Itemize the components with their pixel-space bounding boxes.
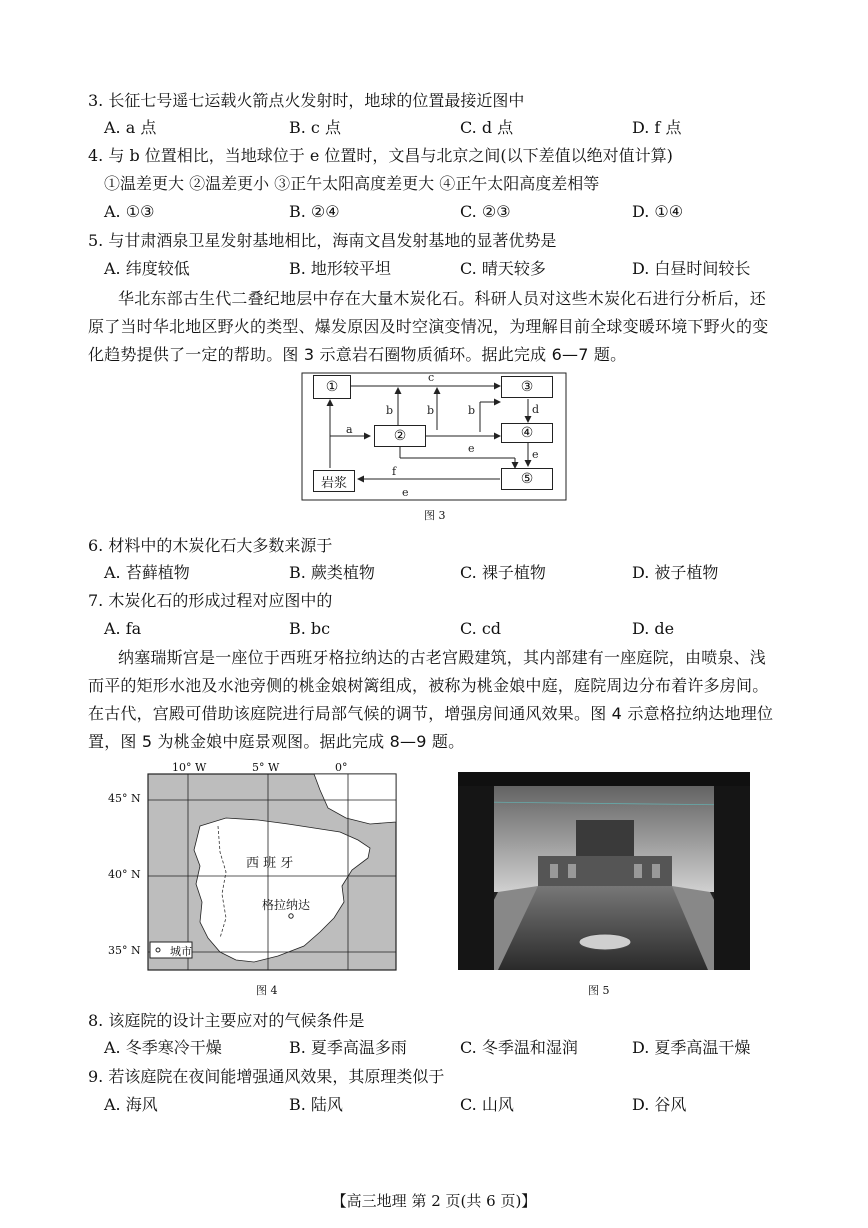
fountain <box>579 934 631 950</box>
passage-nasrid-palace: 纳塞瑞斯宫是一座位于西班牙格拉纳达的古老宫殿建筑，其内部建有一座庭院，由喷泉、浅而平的矩形水池及水池旁侧的桃金娘树篱组成，被称为桃金娘中庭，庭院周边分布着许多房间。在古代，宫殿可借助该庭院进行局部气候的调节，增强房间通风效果。图 4 示意格拉纳达地理位置，图 5 为桃金娘中庭景观图。据此完成 8—9 题。 <box>88 648 774 751</box>
legend-city-label: 城市 <box>170 945 192 958</box>
q9-option-b: B. 陆风 <box>289 1095 343 1114</box>
figure-3-caption: 图 3 <box>424 509 446 522</box>
q8-option-c: C. 冬季温和湿润 <box>460 1038 578 1057</box>
legend-city-symbol <box>156 948 160 952</box>
q4-option-b: B. ②④ <box>289 202 340 221</box>
box-3: ③ <box>501 376 553 398</box>
far-arcade <box>538 856 672 886</box>
country-label-spain: 西 班 牙 <box>246 856 294 871</box>
q4-option-c: C. ②③ <box>460 202 511 221</box>
box-4: ④ <box>501 423 553 443</box>
q3-option-a: A. a 点 <box>104 118 157 137</box>
passage-charcoal-fossil: 华北东部古生代二叠纪地层中存在大量木炭化石。科研人员对这些木炭化石进行分析后，还原了当时华北地区野火的类型、爆发原因及时空演变情况，为理解目前全球变暖环境下野火的变化趋势提供了一定的帮助。图 3 示意岩石圈物质循环。据此完成 6—7 题。 <box>88 289 769 364</box>
q7-option-b: B. bc <box>289 619 331 638</box>
q6-option-c: C. 裸子植物 <box>460 563 546 582</box>
granada-city-marker <box>289 914 293 918</box>
lat-label-40n: 40° N <box>108 868 141 881</box>
city-label-granada: 格拉纳达 <box>262 898 311 912</box>
q7-option-c: C. cd <box>460 619 502 638</box>
box-2: ② <box>374 425 426 447</box>
lon-label-0: 0° <box>335 761 348 774</box>
q7-stem: 7. 木炭化石的形成过程对应图中的 <box>88 591 333 610</box>
q3-stem: 3. 长征七号遥七运载火箭点火发射时，地球的位置最接近图中 <box>88 91 525 110</box>
lon-label-10w: 10° W <box>172 761 207 774</box>
q9-option-c: C. 山风 <box>460 1095 514 1114</box>
q6-option-b: B. 蕨类植物 <box>289 563 375 582</box>
q3-option-d: D. f 点 <box>632 118 682 137</box>
q9-option-a: A. 海风 <box>104 1095 158 1114</box>
q4-option-a: A. ①③ <box>104 202 155 221</box>
left-column <box>458 772 494 970</box>
figure-3-rock-cycle <box>300 372 570 502</box>
label-d: d <box>532 403 540 416</box>
box-magma: 岩浆 <box>313 470 355 492</box>
q8-option-b: B. 夏季高温多雨 <box>289 1038 407 1057</box>
figure-4-caption: 图 4 <box>256 984 278 997</box>
q9-stem: 9. 若该庭院在夜间能增强通风效果，其原理类似于 <box>88 1067 445 1086</box>
q7-option-d: D. de <box>632 619 675 638</box>
page-footer: 【高三地理 第 2 页(共 6 页)】 <box>331 1192 537 1210</box>
q5-stem: 5. 与甘肃酒泉卫星发射基地相比，海南文昌发射基地的显著优势是 <box>88 231 557 250</box>
q5-option-d: D. 白昼时间较长 <box>632 259 751 278</box>
q4-stem: 4. 与 b 位置相比，当地球位于 e 位置时，文昌与北京之间(以下差值以绝对值计算) <box>88 146 673 165</box>
label-c: c <box>428 372 435 384</box>
label-a: a <box>346 423 353 436</box>
top-beam <box>458 772 750 786</box>
q6-option-d: D. 被子植物 <box>632 563 719 582</box>
figure-5-caption: 图 5 <box>588 984 610 997</box>
q6-stem: 6. 材料中的木炭化石大多数来源于 <box>88 536 333 555</box>
label-b-3: b <box>468 404 476 417</box>
courtyard-illustration <box>458 772 750 970</box>
q4-items: ①温差更大 ②温差更小 ③正午太阳高度差更大 ④正午太阳高度差相等 <box>104 174 600 193</box>
q3-option-c: C. d 点 <box>460 118 514 137</box>
q9-option-d: D. 谷风 <box>632 1095 687 1114</box>
q5-option-b: B. 地形较平坦 <box>289 259 391 278</box>
box-1: ① <box>313 375 351 399</box>
q3-option-b: B. c 点 <box>289 118 341 137</box>
q5-option-a: A. 纬度较低 <box>104 259 190 278</box>
q7-option-a: A. fa <box>104 619 142 638</box>
label-e-3: e <box>402 486 409 499</box>
label-b-1: b <box>386 404 394 417</box>
label-e-1: e <box>468 442 475 455</box>
figure-5-courtyard-photo <box>458 772 750 970</box>
figure-4-map <box>108 762 438 974</box>
q8-stem: 8. 该庭院的设计主要应对的气候条件是 <box>88 1011 365 1030</box>
label-b-2: b <box>427 404 435 417</box>
lat-label-45n: 45° N <box>108 792 141 805</box>
q8-option-d: D. 夏季高温干燥 <box>632 1038 751 1057</box>
box-5: ⑤ <box>501 468 553 490</box>
label-e-2: e <box>532 448 539 461</box>
q6-option-a: A. 苔藓植物 <box>104 563 190 582</box>
q4-option-d: D. ①④ <box>632 202 684 221</box>
label-f: f <box>392 465 397 478</box>
right-column <box>714 772 750 970</box>
q5-option-c: C. 晴天较多 <box>460 259 546 278</box>
lon-label-5w: 5° W <box>252 761 280 774</box>
lat-label-35n: 35° N <box>108 944 141 957</box>
q8-option-a: A. 冬季寒冷干燥 <box>104 1038 222 1057</box>
